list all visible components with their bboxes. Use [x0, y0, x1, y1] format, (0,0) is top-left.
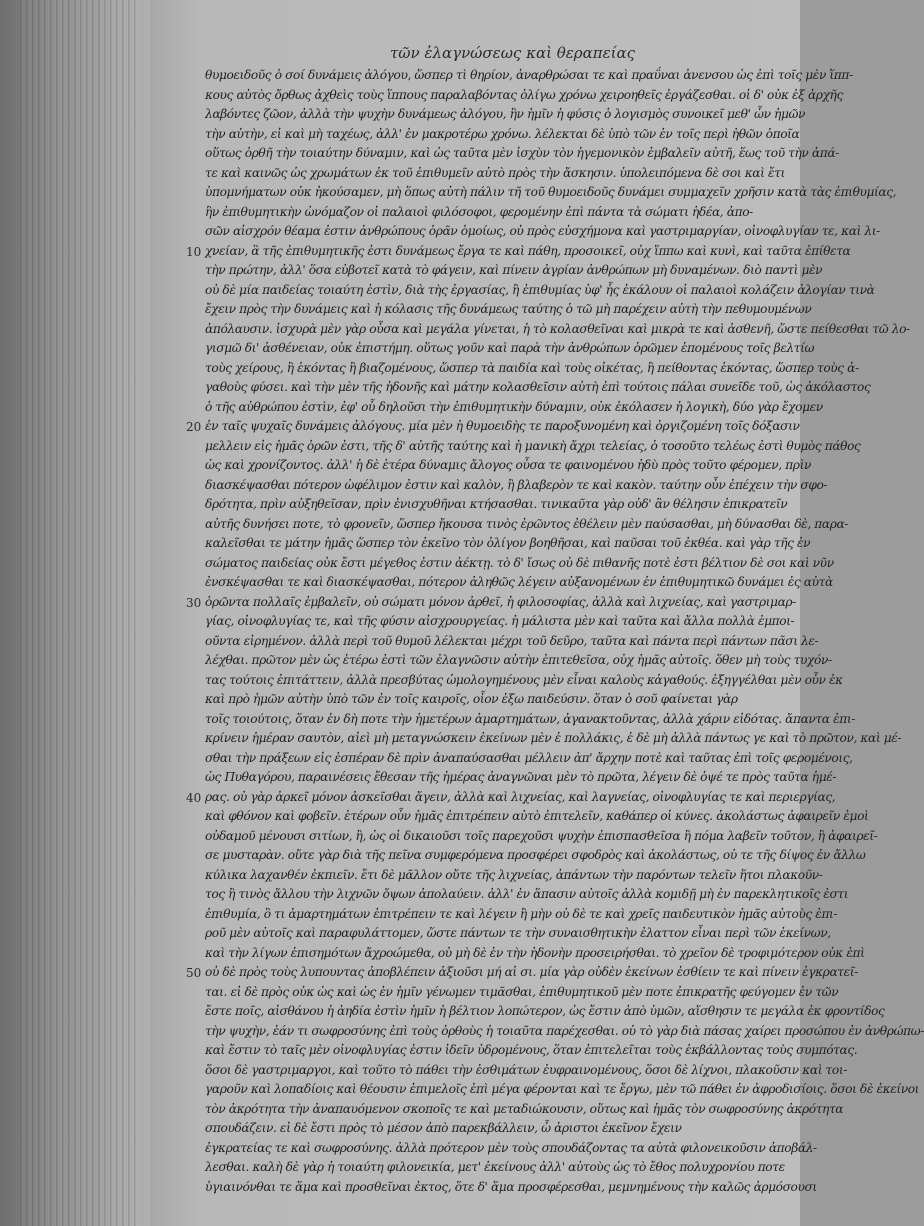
text-line: ὡς καὶ χρονίζοντος. ἀλλ' ἡ δὲ ἑτέρα δύναμις ἄλογος οὖσα τε φαινομένου ἡδὺ πρὸς τοῦτο φέρομεν, πρὶν: [205, 458, 811, 472]
text-line: καὶ τὴν λίγων ἐπισημότων ἄχροώμεθα, οὐ μὴ δὲ ἐν τὴν ἡδονὴν προσειρήσθαι. τὸ χρεῖον δὲ τροφιμότερον οὐκ ἐπὶ: [205, 945, 865, 960]
text-line: διασκέψασθαι πότερον ὠφέλιμον ἐστιν καὶ καλὸν, ἢ βλαβερὸν τε καὶ κακὸν. ταύτην οὖν ἐπέχειν τὴν σφο-: [205, 477, 828, 492]
text-line: ἣν ἐπιθυμητικὴν ὠνόμαζον οἱ παλαιοὶ φιλόσοφοι, φερομένην ἐπὶ πάντα τὰ σώματι ἡδέα, ἀπο-: [205, 204, 753, 219]
text-line: λέχθαι. πρῶτον μὲν ὡς ἑτέρω ἐστὶ τῶν ἐλαγνῶσιν αὐτὴν ἐπιτεθεῖσα, οὐχ ἡμᾶς αὐτοῖς. ὅθεν μὴ τοὺς τυχόν-: [205, 653, 832, 667]
text-line: καὶ πρὸ ἡμῶν αὐτὴν ὑπὸ τῶν ἐν τοῖς καιροῖς, οἷον ἐξω παιδεύσιν. ὅταν ὁ σοῦ φαίνεται γὰρ: [205, 692, 738, 706]
text-line: ὅσοι δὲ γαστριμαργοι, καὶ τοῦτο τὸ πάθει τὴν ἐσθιμάτων ἐυφραινομένους, ὅσοι δὲ λίχνοι, πλακοῦσιν καὶ τοι-: [205, 1062, 847, 1077]
gutter-page-edges: [20, 0, 140, 1226]
text-line: οὐ δὲ μία παιδείας τοιαύτη ἐστὶν, διὰ τὴς ἐργασίας, ἢ ἐπιθυμίας ὑφ' ἧς ἐκάλουν οἱ παλαιοὶ κολάζειν ἀλογίαν τινὰ: [205, 282, 875, 297]
text-line: γαροῦν καὶ λοπαδίοις καὶ θέουσιν ἐπιμελοῖς ἐπὶ μέγα φέρονται καὶ τε ἔργω, μὲν τῶ πάθει ἐν ἀφροδισίοις. ὅσοι δὲ ἐκείνοι: [205, 1082, 920, 1096]
text-line: ροῦ μὲν αὐτοῖς καὶ παραφυλάττομεν, ὥστε πάντων τε τὴν συναισθητικὴν ἐλαττον εἶναι περὶ τῶν ἐκείνων,: [205, 926, 831, 940]
text-line: καλεῖσθαι τε μάτην ἡμᾶς ὥσπερ τὸν ἐκεῖνο τὸν ὀλίγον βοηθῆσαι, καὶ παῦσαι τοῦ ἐκθέα. καὶ γὰρ τῆς ἐν: [205, 536, 811, 550]
book-gutter: [0, 0, 150, 1226]
text-line: τοὺς χείρους, ἢ ἑκόντας ἢ βιαζομένους, ὥσπερ τὰ παιδία καὶ τοὺς οἰκέτας, ἢ πείθοντας ἑκόντας, ὥσπερ τοὺς ἀ-: [205, 360, 859, 375]
text-line: ὑγιαινόνθαι τε ἅμα καὶ προσθεῖναι ἐκτος, ὅτε δ' ἅμα προσφέρεσθαι, μεμνημένους τὴν καλῶς ἀρμόσουσι: [205, 1179, 817, 1194]
text-line: ὁ τῆς αὐθρώπου ἐστὶν, ἐφ' οὗ δηλοῦσι τὴν ἐπιθυμητικὴν δύναμιν, οὐκ ἐκόλασεν ἡ λογικὴ, δύο γὰρ ἔχομεν: [205, 399, 823, 414]
running-header: τῶν ἐλαγνώσεως καὶ θεραπείας: [390, 44, 636, 62]
text-line: ὡς Πυθαγόρου, παραινέσεις ἔθεσαν τῆς ἡμέρας ἀναγνῶναι μὲν τὸ πρῶτα, λέγειν δὲ ὀψέ τε πρὸς ταῦτα ἡμέ-: [205, 770, 837, 784]
text-line: τοῖς τοιούτοις, ὅταν ἐν δὴ ποτε τὴν ἡμετέρων ἁμαρτημάτων, ἀγανακτοῦντας, ἀλλὰ χάριν εἰδότας. ἄπαντα ἐπι-: [205, 711, 855, 726]
text-line: κους αὐτὸς ὄρθως ἀχθεὶς τοὺς ἵππους παραλαβόντας ὀλίγω χρόνω χειροηθεῖς ἐργάζεσθαι. οἱ δ' οὐκ ἐξ ἀρχῆς: [205, 87, 843, 102]
body-text: [205, 66, 924, 1194]
text-line: λεσθαι. καλὴ δὲ γὰρ ἡ τοιαύτη φιλονεικία, μετ' ἐκείνους ἀλλ' αὐτοὺς ὡς τὸ ἔθος πολυχρονίου ποτε: [205, 1160, 785, 1174]
text-line: θυμοειδοῦς ὁ σοί δυνάμεις ἀλόγου, ὥσπερ τὶ θηρίον, ἀναρθρώσαι τε καὶ πραΰναι ἀνενσου ὡς ἐπὶ τοῖς μὲν ἵππ-: [205, 68, 853, 82]
text-line: τας τούτοις ἐπιτάττειν, ἀλλὰ πρεσβύτας ὡμολογημένους μὲν εἶναι καλοὺς κἀγαθούς. ἐξηγγέλθαι μὲν οὖν ἐκ: [205, 672, 843, 687]
text-line: ρας. οὐ γὰρ ἀρκεῖ μόνον ἀσκεῖσθαι ἄγειν, ἀλλὰ καὶ λιχνείας, καὶ λαγνείας, οἰνοφλυγίας τε καὶ περιεργίας,: [205, 789, 836, 804]
line-number: 10: [186, 244, 202, 259]
text-line: σῶν αἰσχρόν θέαμα ἐστιν ἀνθρώπους ὁρᾶν ὁμοίως, οὐ πρὸς εὐσχήμονα καὶ γαστριμαργίαν, οἰνοφλυγίαν τε, καὶ λι-: [205, 224, 880, 238]
text-line: αὐτῆς δυνήσει ποτε, τὸ φρονεῖν, ὥσπερ ἤκουσα τινὸς ἐρῶντος ἐθέλειν μὲν παύσασθαι, μὴ δύνασθαι δὲ, παρα-: [205, 516, 849, 531]
text-line: τος ἢ τινὸς ἄλλου τὴν λιχνῶν ὄψων ἀπολαύειν. ἀλλ' ἐν ἅπασιν αὐτοῖς ἀλλὰ κομιδῇ μὴ ἐν παρεκλητικοῖς ἐστι: [205, 887, 849, 901]
text-line: γαθοὺς φύσει. καὶ τὴν μὲν τῆς ἡδονῆς καὶ μάτην κολασθεῖσιν αὐτὴ ἐπὶ τούτοις πάλαι συνεῖδε τοῦ, ὡς ἀκόλαστος: [205, 380, 871, 394]
text-line: ἔχειν πρὸς τὴν δυνάμεις καὶ ἡ κόλασις τῆς δυνάμεως ταύτης ὁ τῶ μὴ παρέχειν αὐτὴ τὴν πεθυμουμένων: [205, 302, 812, 316]
text-line: σθαι τὴν πράξεων εἰς ἑσπέραν δὲ πρὶν ἀναπαύσασθαι μέλλειν ἀπ' ἄρχην ποτὲ καὶ ταῦτας ἐπὶ τοῖς φερομένοις,: [205, 750, 853, 765]
text-line: καὶ ἔστιν τὸ ταῖς μὲν οἰνοφλυγίας ἐστιν ἰδεῖν ὑδρομένους, ὅταν ἐπιτελεῖται τοὺς ἐκβάλλοντας τοὺς συμπότας.: [205, 1043, 858, 1057]
line-number: 50: [186, 966, 202, 980]
text-line: τὴν πρώτην, ἀλλ' ὅσα εὐβοτεῖ κατὰ τὸ φάγειν, καὶ πίνειν ἀγρίαν ἀνθρώπων μὴ δυναμένων. διὸ παντὶ μὲν: [205, 263, 823, 277]
text-line: ἀπόλαυσιν. ἰσχυρὰ μὲν γὰρ οὖσα καὶ μεγάλα γίνεται, ἡ τὸ κολασθεῖναι καὶ μικρὰ τε καὶ ἀσθενῆ, ὥστε πείθεσθαι τῶ λο-: [205, 321, 910, 336]
text-line: ἐπιθυμία, ὃ τι ἁμαρτημάτων ἐπιτρέπειν τε καὶ λέγειν ἢ μὴν οὐ δὲ τε καὶ χρεῖς παιδευτικὸν ἡμᾶς αὐτοὺς ἐπι-: [205, 906, 838, 921]
text-line: ὁρῶντα πολλαῖς ἐμβαλεῖν, οὐ σώματι μόνον ἀρθεῖ, ἡ φιλοσοφίας, ἀλλὰ καὶ λιχνείας, καὶ γαστριμαρ-: [205, 594, 796, 609]
text-line: ἐν ταῖς ψυχαῖς δυνάμεις ἀλόγους. μία μὲν ἡ θυμοειδὴς τε παροξυνομένη καὶ ὀργιζομένη τοῖς δόξασιν: [205, 419, 800, 433]
text-line: ἐγκρατείας τε καὶ σωφροσύνης. ἀλλὰ πρότερον μὲν τοὺς σπουδάζοντας τα αὐτὰ φιλονεικοῦσιν ἀποβάλ-: [205, 1140, 817, 1155]
text-line: οὐ δὲ πρὸς τοὺς λυπουντας ἀποβλέπειν ἀξιοῦσι μή αἱ σι. μία γὰρ οὐδὲν ἐκείνων ἐσθίειν τε καὶ πίνειν ἐγκρατεῖ-: [205, 965, 858, 979]
text-line: τε καὶ καινῶς ὡς χρωμάτων ἐκ τοῦ ἐπιθυμεῖν αὐτὸ πρὸς τὴν ἄσκησιν. ὑπολειπόμενα δὲ σοι καὶ ἔτι: [205, 165, 785, 180]
text-line: γισμῶ δι' ἀσθένειαν, οὐκ ἐπιστήμη. οὕτως γοῦν καὶ παρὰ τὴν ἀνθρώπων ὁρῶμεν ἑπομένους τοῖς βελτίω: [205, 341, 815, 355]
text-line: τὸν ἀκρότητα τὴν ἀναπαυόμενον σκοποῖς τε καὶ μεταδιώκουσιν, οὕτως καὶ ἡμᾶς τὸν σωφροσύνης ἀκρότητα: [205, 1101, 844, 1116]
text-line: οῦντα εἰρημένον. ἀλλὰ περὶ τοῦ θυμοῦ λέλεκται μέχρι τοῦ δεῦρο, ταῦτα καὶ πάντα περὶ πάντων πᾶσι λε-: [205, 633, 819, 648]
text-line: τὴν ψυχὴν, ἐάν τι σωφροσύνης ἐπὶ τοὺς ὀρθοὺς ἡ τοιαῦτα παρέχεσθαι. οὐ τὸ γὰρ διὰ πάσας χαίρει προσώπου ἐν ἀνθρώπω-: [205, 1023, 924, 1038]
text-line: δρότητα, πρὶν αὐξηθεῖσαν, πρὶν ἐνισχυθῆναι κτήσασθαι. τινικαῦτα γὰρ οὐδ' ἂν θέλησιν ἐπικρατεῖν: [205, 497, 788, 511]
text-line: σπουδάζειν. εἰ δὲ ἔστι πρὸς τὸ μέσον ἀπὸ παρεκβάλλειν, ὦ ἀριστοι ἐκεῖνον ἔχειν: [205, 1121, 682, 1135]
text-line: σώματος παιδείας οὐκ ἔστι μέγεθος ἐστιν ἀέκτῃ. τὸ δ' ἴσως οὐ δὲ πιθανῆς ποτὲ ἐστι βέλτιον δὲ σοι καὶ νῦν: [205, 555, 834, 570]
line-number: 20: [186, 420, 202, 434]
text-line: ὑπομνήματων οὐκ ἠκούσαμεν, μὴ ὅπως αὐτὴ πάλιν τῆ τοῦ θυμοειδοῦς δυνάμει συμμαχεῖν χρῆσιν κατὰ τὰς ἐπιθυμίας,: [205, 185, 897, 199]
text-line: ἔστε ποῖς, αἰσθάνου ἡ ἀηδία ἐστὶν ἡμῖν ἡ βέλτιον λοπώτερον, ὡς ἔστιν ἀπὸ ὑμῶν, αἴσθησιν τε μεγάλα ἐκ φροντίδος: [205, 1004, 885, 1018]
text-line: κύλικα λαχανθέν ἐκπιεῖν. ἔτι δὲ μᾶλλον οὔτε τῆς λιχνείας, ἀπάντων τὴν παρόντων τελεῖν ἥτοι πλακοῦν-: [205, 867, 823, 882]
line-number: 30: [186, 595, 202, 610]
text-line: τὴν αὐτὴν, εἰ καὶ μὴ ταχέως, ἀλλ' ἐν μακροτέρω χρόνω. λέλεκται δὲ ὑπὸ τῶν ἐν τοῖς περὶ ἠθῶν ὁποῖα: [205, 126, 800, 141]
text-line: γίας, οἰνοφλυγίας τε, καὶ τῆς φύσιν αἰσχρουργείας. ἡ μάλιστα μὲν καὶ ταῦτα καὶ ἄλλα πολλὰ ἐμποι-: [205, 614, 795, 628]
text-line: σε μυσταρὰν. οὔτε γὰρ διὰ τῆς πεῖνα συμφερόμενα προσφέρει σφοδρὸς καὶ ἀκολάστως, οὐ τε τῆς δίψος ἐν ἄλλω: [205, 848, 866, 862]
text-line: χνείαν, ἃ τῆς ἐπιθυμητικῆς ἐστι δυνάμεως ἔργα τε καὶ πάθη, προσοικεῖ, οὐχ ἵππω καὶ κυνὶ, καὶ ταῦτα ἐπίθετα: [205, 243, 851, 258]
text-line: ἐνσκέψασθαι τε καὶ διασκέψασθαι, πότερον ἀληθῶς λέγειν αὐξανομένων ἐν ἐπιθυμητικῶ δυνάμει ἐς αὐτὰ: [205, 575, 833, 589]
text-line: οὐδαμοῦ μένουσι σιτίων, ἢ, ὡς οἱ δικαιοῦσι τοῖς παρεχοῦσι ψυχὴν ἐπισπασθεῖσα ἢ πόμα λαβεῖν τοῦτον, ἢ ἀφαιρεῖ-: [205, 828, 878, 843]
text-line: καὶ φθόνον καὶ φοβεῖν. ἑτέρων οὖν ἡμᾶς ἐπιτρέπειν αὐτὸ ἐπιτελεῖν, καθάπερ οἱ κύνες. ἀκολάστως ἀφαιρεῖν ἐμοὶ: [205, 809, 869, 823]
line-number: 40: [186, 790, 202, 805]
text-line: μελλειν εἰς ἡμᾶς ὁρῶν ἐστι, τῆς δ' αὐτῆς ταύτης καὶ ἡ μανικὴ ἄχρι τελείας, ὁ τοσοῦτο τελέως ἐστὶ θυμὸς πάθος: [205, 438, 861, 453]
text-line: οὕτως ὀρθῆ τὴν τοιαύτην δύναμιν, καὶ ὡς ταῦτα μὲν ἰσχὺν τὸν ἡγεμονικὸν ἐμβαλεῖν αὐτῆ, ἕως τοῦ τὴν ἀπά-: [205, 146, 839, 160]
text-line: κρίνειν ἡμέραν σαυτὸν, αἰεὶ μὴ μεταγνώσκειν ἐκείνων μὲν ἐ πολλάκις, ἐ δὲ μὴ ἀλλὰ πάντως γε καὶ τὸ πρῶτον, καὶ μέ-: [205, 731, 902, 745]
text-line: ται. εἰ δὲ πρὸς οὐκ ὡς καὶ ὡς ἐν ἡμῖν γένωμεν τιμᾶσθαι, ἐπιθυμητικοῦ μὲν ποτε ἐπικρατῆς φεύγομεν ἐν τῶν: [205, 984, 839, 999]
text-line: λαβόντες ζῶον, ἀλλὰ τὴν ψυχὴν δυνάμεως ἀλόγου, ἣν ἡμῖν ἡ φύσις ὁ λογισμὸς συνοικεῖ μεθ' ὧν ἡμῶν: [205, 107, 806, 121]
